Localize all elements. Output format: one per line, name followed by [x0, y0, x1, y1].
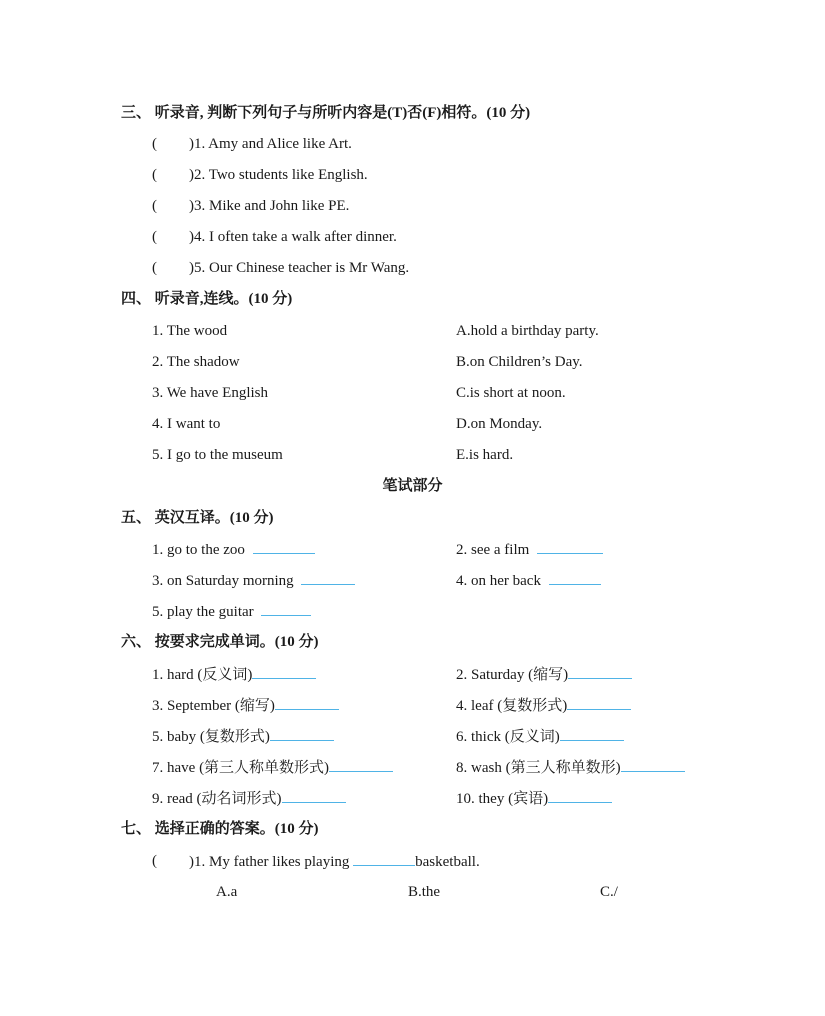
match-right-item: E.is hard.: [456, 447, 514, 463]
section-4-heading: 四、 听录音,连线。(10 分): [121, 291, 293, 307]
match-left-item: 4. I want to: [152, 416, 221, 432]
translate-prompt: 4. on her back: [456, 573, 541, 589]
answer-blank[interactable]: [537, 539, 603, 554]
answer-blank[interactable]: [548, 788, 612, 803]
answer-blank[interactable]: [560, 726, 624, 741]
answer-blank[interactable]: [253, 539, 315, 554]
answer-blank[interactable]: [275, 695, 339, 710]
question-text: )3. Mike and John like PE.: [189, 198, 350, 214]
option-a: A.a: [216, 884, 238, 900]
answer-paren: (: [152, 853, 157, 869]
answer-blank[interactable]: [567, 695, 631, 710]
section-5-heading: 五、 英汉互译。(10 分): [121, 510, 274, 526]
match-left-item: 5. I go to the museum: [152, 447, 283, 463]
question-text: )1. Amy and Alice like Art.: [189, 136, 352, 152]
match-right-item: A.hold a birthday party.: [456, 323, 599, 339]
word-task-prompt: 3. September (缩写): [152, 698, 275, 714]
answer-paren: (: [152, 136, 157, 152]
answer-paren: (: [152, 198, 157, 214]
question-text: )5. Our Chinese teacher is Mr Wang.: [189, 260, 410, 276]
match-right-item: C.is short at noon.: [456, 385, 566, 401]
word-task-prompt: 9. read (动名词形式): [152, 791, 282, 807]
word-task-item: [152, 695, 339, 716]
word-task-prompt: 5. baby (复数形式): [152, 729, 270, 745]
word-task-item: [152, 757, 393, 778]
translate-prompt: 2. see a film: [456, 542, 530, 558]
word-task-item: [152, 788, 346, 809]
question-suffix: basketball.: [415, 854, 480, 870]
translate-prompt: 1. go to the zoo: [152, 542, 245, 558]
word-task-item: [456, 726, 624, 747]
answer-blank[interactable]: [301, 570, 355, 585]
translate-item: [152, 601, 311, 622]
word-task-item: [456, 757, 685, 778]
answer-paren: (: [152, 167, 157, 183]
answer-blank[interactable]: [252, 664, 316, 679]
answer-blank[interactable]: [282, 788, 346, 803]
answer-blank[interactable]: [270, 726, 334, 741]
written-part-title: 笔试部分: [382, 478, 443, 494]
translate-item: [152, 539, 315, 560]
answer-blank[interactable]: [621, 757, 685, 772]
answer-paren: (: [152, 229, 157, 245]
word-task-item: [152, 726, 334, 747]
answer-blank[interactable]: [568, 664, 632, 679]
word-task-prompt: 8. wash (第三人称单数形): [456, 760, 621, 776]
match-left-item: 3. We have English: [152, 385, 268, 401]
section-6-heading: 六、 按要求完成单词。(10 分): [121, 634, 319, 650]
word-task-item: [152, 664, 316, 685]
match-right-item: D.on Monday.: [456, 416, 543, 432]
match-right-item: B.on Children’s Day.: [456, 354, 583, 370]
translate-item: [456, 539, 603, 560]
section-7-heading: 七、 选择正确的答案。(10 分): [121, 821, 319, 837]
translate-item: [456, 570, 601, 591]
translate-prompt: 5. play the guitar: [152, 604, 254, 620]
question-text: )2. Two students like English.: [189, 167, 368, 183]
match-left-item: 2. The shadow: [152, 354, 240, 370]
question-text: )4. I often take a walk after dinner.: [189, 229, 397, 245]
word-task-prompt: 6. thick (反义词): [456, 729, 560, 745]
question-prefix: )1. My father likes playing: [189, 854, 354, 870]
match-left-item: 1. The wood: [152, 323, 228, 339]
translate-prompt: 3. on Saturday morning: [152, 573, 294, 589]
word-task-item: [456, 695, 631, 716]
answer-blank[interactable]: [329, 757, 393, 772]
word-task-item: [456, 664, 632, 685]
word-task-prompt: 2. Saturday (缩写): [456, 667, 569, 683]
option-c: C./: [600, 884, 618, 900]
answer-blank[interactable]: [261, 601, 311, 616]
section-3-heading: 三、 听录音, 判断下列句子与所听内容是(T)否(F)相符。(10 分): [121, 105, 531, 121]
answer-blank[interactable]: [549, 570, 601, 585]
word-task-item: [456, 788, 612, 809]
answer-paren: (: [152, 260, 157, 276]
answer-blank[interactable]: [353, 851, 415, 866]
word-task-prompt: 10. they (宾语): [456, 791, 549, 807]
translate-item: [152, 570, 355, 591]
choice-question: [189, 851, 480, 872]
option-b: B.the: [408, 884, 441, 900]
word-task-prompt: 7. have (第三人称单数形式): [152, 760, 330, 776]
word-task-prompt: 1. hard (反义词): [152, 667, 253, 683]
word-task-prompt: 4. leaf (复数形式): [456, 698, 568, 714]
